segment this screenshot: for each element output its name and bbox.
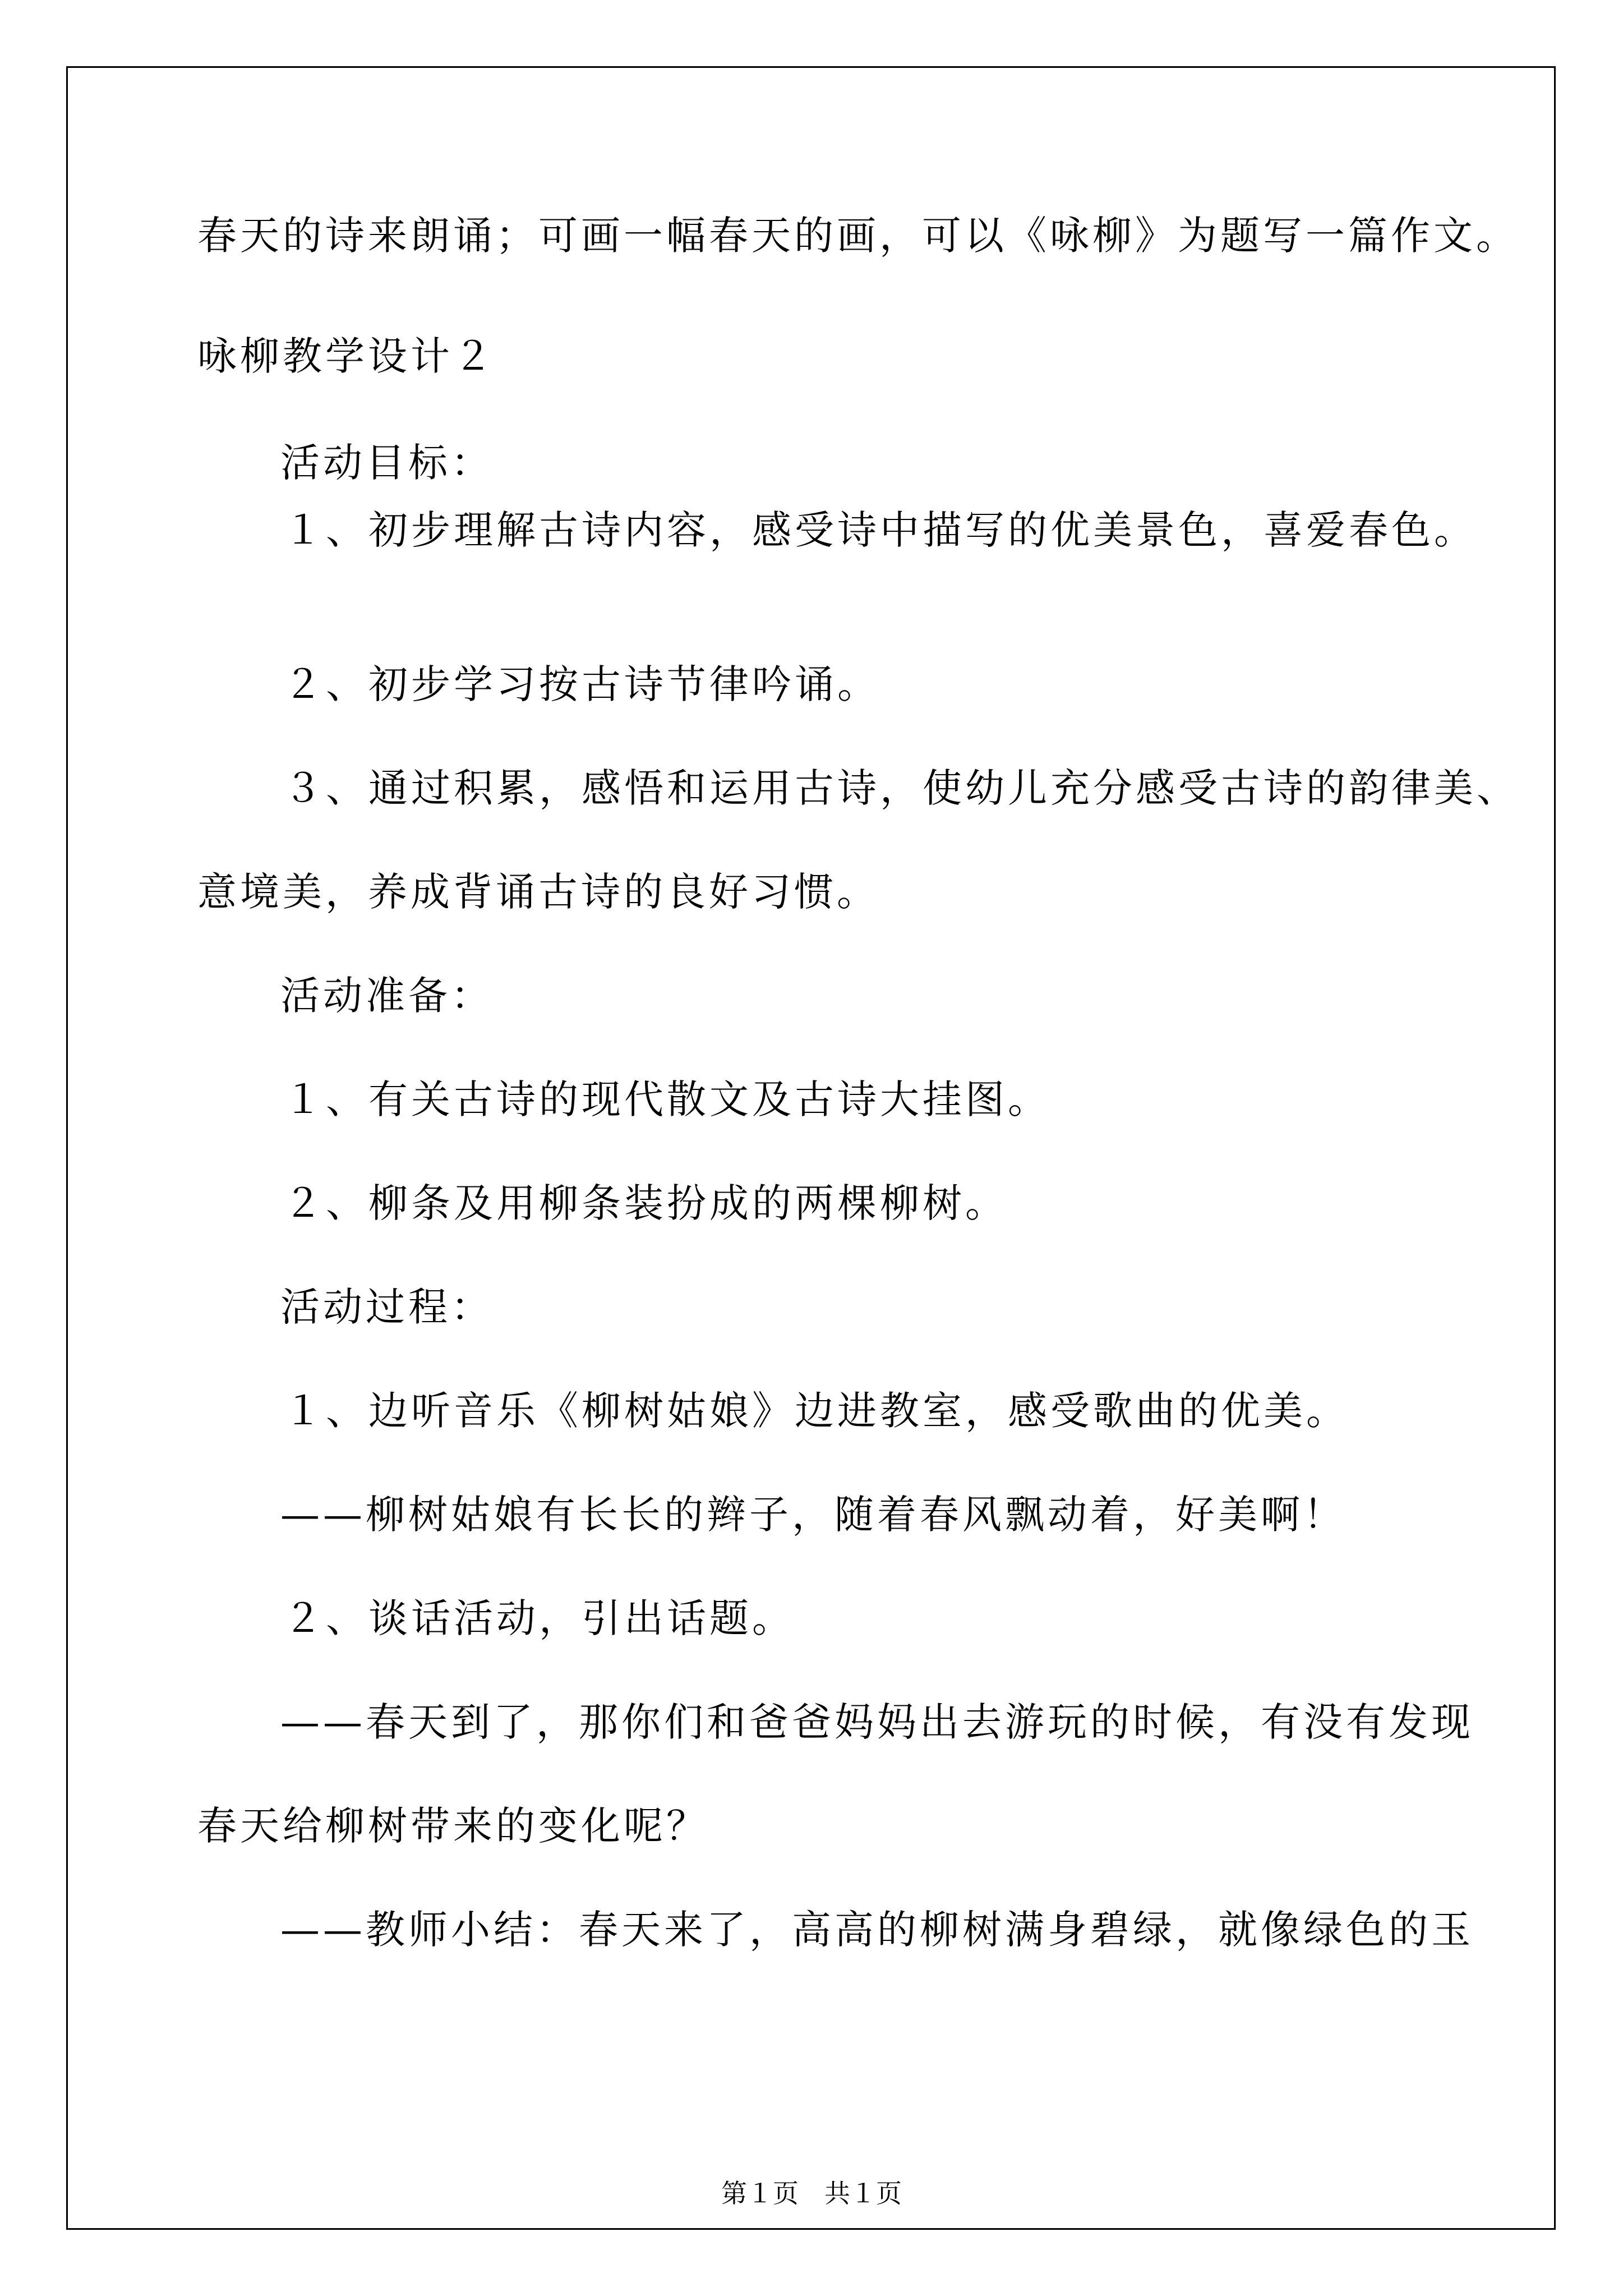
subheading-objectives: 活动目标： (280, 440, 494, 486)
paragraph-line: 春天的诗来朗诵；可画一幅春天的画，可以《咏柳》为题写一篇作文。 (197, 213, 1519, 259)
list-item: １、有关古诗的现代散文及古诗大挂图。 (283, 1076, 1050, 1122)
subheading-process: 活动过程： (280, 1284, 494, 1330)
page-footer: 第１页 共１页 (721, 2178, 902, 2208)
section-heading: 咏柳教学设计２ (197, 333, 496, 379)
list-item: ２、初步学习按古诗节律吟诵。 (283, 661, 880, 707)
paragraph-line: 意境美，养成背诵古诗的良好习惯。 (197, 869, 879, 915)
subheading-preparation: 活动准备： (280, 973, 494, 1019)
list-item: ３、通过积累，感悟和运用古诗，使幼儿充分感受古诗的韵律美、 (283, 765, 1519, 811)
list-item: １、初步理解古诗内容，感受诗中描写的优美景色，喜爱春色。 (283, 507, 1477, 553)
dialogue-line: ——春天到了，那你们和爸爸妈妈出去游玩的时候，有没有发现 (280, 1699, 1474, 1745)
list-item: １、边听音乐《柳树姑娘》边进教室，感受歌曲的优美。 (283, 1388, 1349, 1434)
dialogue-line: ——教师小结：春天来了，高高的柳树满身碧绿，就像绿色的玉 (280, 1907, 1474, 1953)
list-item: ２、柳条及用柳条装扮成的两棵柳树。 (283, 1180, 1008, 1226)
paragraph-line: 春天给柳树带来的变化呢？ (197, 1803, 709, 1849)
list-item: ２、谈话活动，引出话题。 (283, 1595, 795, 1641)
dialogue-line: ——柳树姑娘有长长的辫子，随着春风飘动着，好美啊！ (280, 1492, 1346, 1538)
